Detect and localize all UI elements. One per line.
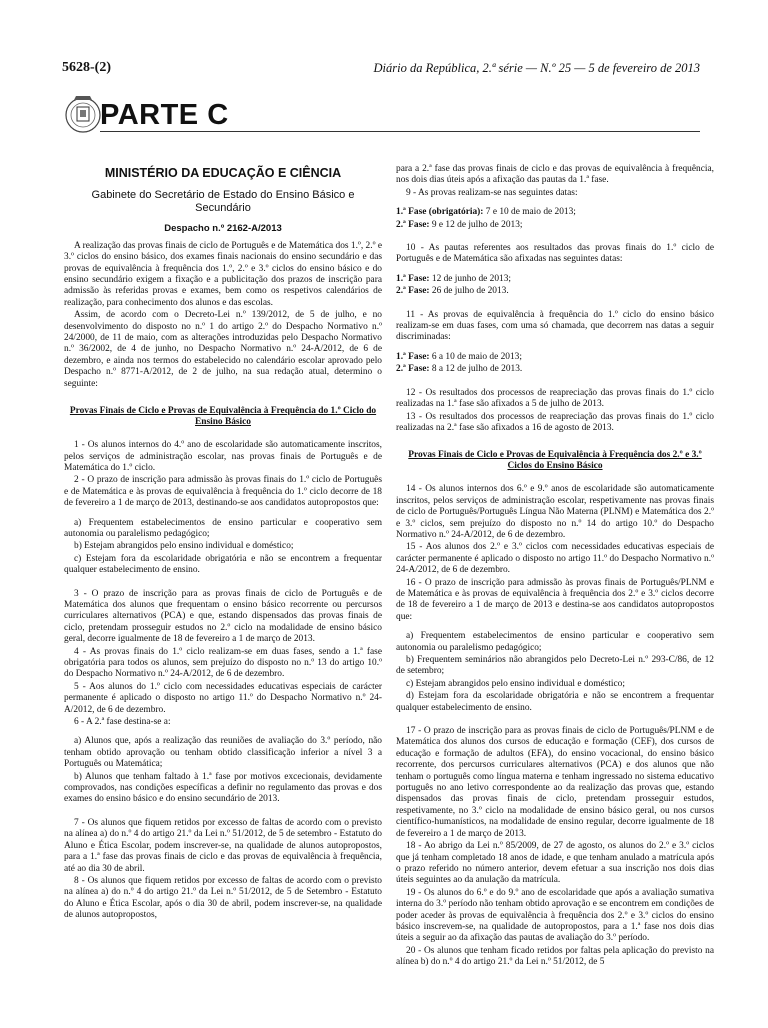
gabinete-title: Gabinete do Secretário de Estado do Ensino Básico e Secundário xyxy=(91,189,355,215)
journal-header: Diário da República, 2.ª série — N.º 25 — 5 de fevereiro de 2013 xyxy=(373,61,700,75)
paragraph: 7 - Os alunos que fiquem retidos por excesso de faltas de acordo com o previsto na alínea a) do n.º 4 do artigo 21.º da Lei n.º 51/2012, de 5 de setembro - Estatuto do Aluno e Ética Escolar, podem inscrever-se, na qualidade de alunos autopropostos, para a 1.ª fase das provas finais de ciclo e das provas de equivalência à frequência, até ao dia 30 de abril. xyxy=(64,817,382,874)
list-item: c) Estejam fora da escolaridade obrigatória e não se encontrem a frequentar qualquer estabelecimento de ensino. xyxy=(64,553,382,576)
paragraph: 20 - Os alunos que tenham ficado retidos por faltas pela aplicação do previsto na alínea b) do n.º 4 do artigo 21.º da Lei n.º 51/2012, de 5 xyxy=(396,945,714,968)
paragraph: 17 - O prazo de inscrição para as provas finais de ciclo de Português/PLNM e de Matemática dos alunos dos cursos de educação e formação (CEF), dos cursos de educação e formação de adultos (EFA), do ensino vocacional, do ensino básico recorrente, dos percursos curriculares alternativos (PCA) e dos alunos que não tenham o português como língua materna e tenham ingressado no sistema educativo português no ano letivo correspondente ao da realização das provas que, estando dispensados das provas finais de ciclo, pretendam prosseguir estudos, respetivamente, no 3.º ciclo na modalidade de ensino básico geral, ou nos cursos científico-humanísticos, na modalidade de ensino regular, decorre igualmente de 18 de fevereiro a 1 de março de 2013. xyxy=(396,726,714,839)
paragraph: 11 - As provas de equivalência à frequência do 1.º ciclo do ensino básico realizam-se em duas fases, com uma só chamada, que decorrem nas datas a seguir discriminadas: xyxy=(396,309,714,343)
phase-value: 26 de julho de 2013. xyxy=(429,286,509,297)
phase-line xyxy=(396,286,714,297)
phase-label: 2.ª Fase: xyxy=(396,286,430,297)
paragraph: 1 - Os alunos internos do 4.º ano de escolaridade são automaticamente inscritos, pelos serviços de administração escolar, nas provas finais de Português e de Matemática do 1.º ciclo. xyxy=(64,440,382,473)
phase-label: 1.ª Fase (obrigatória): xyxy=(396,207,484,218)
phase-value: 7 e 10 de maio de 2013; xyxy=(483,207,576,218)
phase-value: 9 e 12 de julho de 2013; xyxy=(429,219,523,230)
paragraph: para a 2.ª fase das provas finais de ciclo e das provas de equivalência à frequência, nos dois dias úteis após a afixação das pautas da 1.ª fase. xyxy=(396,164,714,186)
paragraph: 8 - Os alunos que fiquem retidos por excesso de faltas de acordo com o previsto na alínea a) do n.º 4 do artigo 21.º da Lei n.º 51/2012, de 5 de Setembro - Estatuto do Aluno e Ética Escolar, após o dia 30 de abril, podem inscrever-se, na qualidade de alunos autopropostos, xyxy=(64,875,382,921)
page-number: 5628-(2) xyxy=(62,60,111,75)
paragraph: 5 - Aos alunos do 1.º ciclo com necessidades educativas especiais de carácter permanente é aplicado o disposto no artigo 11.º do Despacho Normativo n.º 24-A/2012, de 6 de dezembro. xyxy=(64,681,382,715)
list-item: c) Estejam abrangidos pelo ensino individual e doméstico; xyxy=(406,678,625,689)
paragraph: 2 - O prazo de inscrição para admissão às provas finais do 1.º ciclo de Português e de Matemática e às provas de equivalência à frequência do 1.º ciclo decorre de 18 de fevereiro a 1 de março de 2013, destinando-se aos candidatos autopropostos que: xyxy=(64,475,382,509)
phase-label: 1.ª Fase: xyxy=(396,351,430,362)
paragraph: 4 - As provas finais do 1.º ciclo realizam-se em duas fases, sendo a 1.ª fase obrigatória para todos os alunos, sem prejuízo do disposto no n.º 13 do artigo 10.º do Despacho Normativo n.º 24-A/2012, de 6 de dezembro. xyxy=(64,646,382,680)
phase-line xyxy=(396,352,714,363)
phase-label: 2.ª Fase: xyxy=(396,219,430,230)
paragraph: 16 - O prazo de inscrição para admissão às provas finais de Português/PLNM e de Matemática e às provas de equivalência à frequência dos 2.º e 3.º ciclos decorre de 18 de fevereiro a 1 de março de 2013 e destina-se aos candidatos autopropostos que: xyxy=(396,577,714,622)
phase-label: 1.ª Fase: xyxy=(396,273,430,284)
paragraph: 12 - Os resultados dos processos de reapreciação das provas finais do 1.º ciclo realizadas na 1.ª fase são afixados a 5 de julho de 2013. xyxy=(396,387,714,410)
paragraph: A realização das provas finais de ciclo de Português e de Matemática dos 1.º, 2.º e 3.º ciclos do ensino básico, dos exames finais nacionais do ensino secundário e das provas de equivalência à frequência dos 1.º, 2.º e 3.º ciclos do ensino básico e do ensino secundário exigem a fixação e a publicitação dos prazos de inscrição para admissão às referidas provas e exames, bem como os respetivos calendários de realização, para conhecimento dos alunos e das escolas. xyxy=(64,240,382,308)
right-column xyxy=(396,164,714,1028)
paragraph: 15 - Aos alunos dos 2.º e 3.º ciclos com necessidades educativas especiais de carácter permanente é aplicado o disposto no artigo 11.º do Despacho Normativo n.º 24-A/2012, de 6 de dezembro. xyxy=(396,542,714,576)
section-title: PARTE C xyxy=(100,99,229,131)
phase-line xyxy=(396,364,714,375)
phase-value: 12 de junho de 2013; xyxy=(429,273,512,284)
paragraph: 14 - Os alunos internos dos 6.º e 9.º anos de escolaridade são automaticamente inscritos, pelos serviços de administração escolar, respetivamente nas provas finais de ciclo de Português/Português Língua Não Materna (PLNM) e Matemática dos 2.º e 3.º ciclos, sem prejuízo do disposto no n.º 14 do artigo 10.º do Despacho Normativo n.º 24-A/2012, de 6 de dezembro. xyxy=(396,484,714,540)
paragraph: 18 - Ao abrigo da Lei n.º 85/2009, de 27 de agosto, os alunos do 2.º e 3.º ciclos que já tenham completado 18 anos de idade, e que tenham anulado a matrícula após o prazo referido no número anterior, devem efetuar a sua inscrição nos dois dias úteis seguintes ao da anulação da matrícula. xyxy=(396,841,714,886)
ministry-title: MINISTÉRIO DA EDUCAÇÃO E CIÊNCIA xyxy=(104,166,342,180)
list-item: b) Alunos que tenham faltado à 1.ª fase por motivos excecionais, devidamente comprovados, nas condições específicas a definir no regulamento das provas e dos exames do ensino básico e do ensino secundário de 2013. xyxy=(64,771,382,805)
portuguese-coat-of-arms-icon xyxy=(64,94,102,136)
phase-line xyxy=(396,207,714,218)
phase-line xyxy=(396,220,714,231)
paragraph: Assim, de acordo com o Decreto-Lei n.º 139/2012, de 5 de julho, e no desenvolvimento do disposto no n.º 1 do artigo 2.º do Despacho Normativo n.º 24/2000, de 11 de maio, com as alterações introduzidas pelo Despacho Normativo n.º 36/2002, de 4 de junho, no Despacho Normativo n.º 24-A/2012, de 6 de dezembro, e ainda nos termos do estabelecido no calendário escolar aprovado pelo Despacho n.º 8771-A/2012, de 2 de julho, na sua redação atual, determino o seguinte: xyxy=(64,310,382,389)
list-item: a) Frequentem estabelecimentos de ensino particular e cooperativo sem autonomia ou paralelismo pedagógico; xyxy=(396,631,714,653)
paragraph: 19 - Os alunos do 6.º e do 9.º ano de escolaridade que após a avaliação sumativa interna do 3.º período não tenham obtido aprovação e se encontrem em condições de poder aceder às provas de equivalência à frequência dos 2.º e 3.º ciclos do ensino básico inscrevem-se, na qualidade de autopropostos, para a 1.ª fase nos dois dias úteis a seguir ao da afixação das pautas de avaliação do 3.º período. xyxy=(396,887,714,944)
paragraph: 3 - O prazo de inscrição para as provas finais de ciclo de Português e de Matemática dos alunos que frequentam o ensino básico recorrente ou percursos curriculares alternativos (PCA) e que, estando dispensados das provas finais de ciclo, pretendam prosseguir estudos no 2.º ciclo na modalidade de ensino básico geral, decorre igualmente de 18 de fevereiro a 1 de março de 2013. xyxy=(64,588,382,645)
paragraph: 13 - Os resultados dos processos de reapreciação das provas finais do 1.º ciclo realizadas na 2.ª fase são afixados a 16 de agosto de 2013. xyxy=(396,411,714,433)
left-column xyxy=(64,160,382,1024)
list-item: b) Estejam abrangidos pelo ensino individual e doméstico; xyxy=(74,541,294,552)
phase-value: 6 a 10 de maio de 2013; xyxy=(429,351,522,362)
paragraph: 9 - As provas realizam-se nas seguintes datas: xyxy=(406,187,578,198)
paragraph: 10 - As pautas referentes aos resultados das provas finais do 1.º ciclo de Português e de Matemática são afixadas nas seguintes datas: xyxy=(396,243,714,265)
list-item: d) Estejam fora da escolaridade obrigatória e não se encontrem a frequentar qualquer estabelecimento de ensino. xyxy=(396,691,714,713)
list-item: a) Frequentem estabelecimentos de ensino particular e cooperativo sem autonomia ou paralelismo pedagógico; xyxy=(64,517,382,539)
despacho-number: Despacho n.º 2162-A/2013 xyxy=(164,223,282,235)
phase-line xyxy=(396,274,714,285)
list-item: b) Frequentem seminários não abrangidos pelo Decreto-Lei n.º 293-C/86, de 12 de setembro; xyxy=(396,655,714,677)
paragraph: 6 - A 2.ª fase destina-se a: xyxy=(74,717,171,728)
header-rule xyxy=(100,131,700,132)
section-heading: Provas Finais de Ciclo e Provas de Equivalência à Frequência do 1.º Ciclo do Ensino Básico xyxy=(69,406,377,428)
phase-label: 2.ª Fase: xyxy=(396,364,430,375)
section-heading: Provas Finais de Ciclo e Provas de Equivalência à Frequência dos 2.º e 3.º Ciclos do Ensino Básico xyxy=(408,450,702,472)
phase-value: 8 a 12 de julho de 2013. xyxy=(429,364,523,375)
list-item: a) Alunos que, após a realização das reuniões de avaliação do 3.º período, não tenham obtido aprovação ou tenham obtido classificação inferior a nível 3 a Português ou Matemática; xyxy=(64,736,382,770)
